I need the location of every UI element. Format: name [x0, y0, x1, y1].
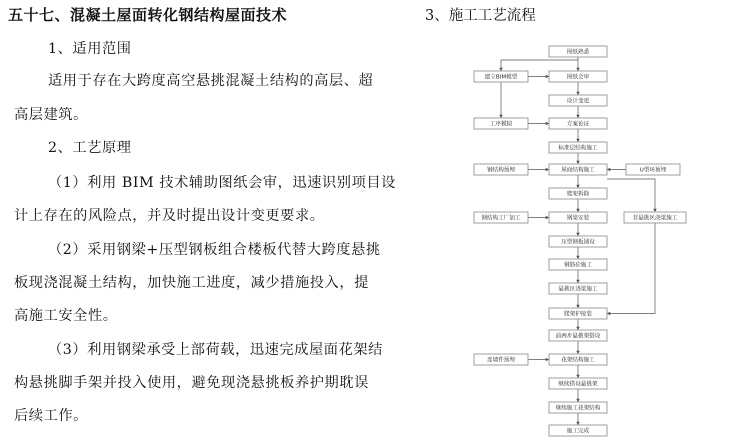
flow-step [549, 95, 607, 106]
flow-title: 3、施工工艺流程 [425, 8, 536, 24]
svg-text:爬架拆除: 爬架拆除 [566, 191, 590, 198]
text-line: 计上存在的风险点，并及时提出设计变更要求。 [14, 208, 325, 224]
flow-step [549, 378, 607, 389]
flow-connector [501, 60, 578, 71]
text-line: 板现浇混凝土结构，加快施工进度，减少措施投入，提 [14, 275, 369, 291]
svg-text:标准层结构施工: 标准层结构施工 [558, 145, 598, 152]
svg-text:花架结构施工: 花架结构施工 [561, 357, 595, 364]
text-line: （1）利用 BIM 技术辅助图纸会审，迅速识别项目设 [48, 175, 396, 191]
flow-side-step [474, 354, 528, 365]
flow-step [549, 71, 607, 82]
flow-step [549, 236, 607, 247]
svg-text:钢梁安装: 钢梁安装 [566, 215, 590, 222]
flow-step [549, 164, 607, 175]
svg-text:图纸会审: 图纸会审 [566, 74, 590, 81]
text-line: 后续工作。 [14, 408, 88, 424]
flow-side-step [624, 212, 686, 223]
text-line: 1、适用范围 [48, 41, 132, 57]
svg-text:方案论证: 方案论证 [566, 121, 590, 128]
svg-text:继续施工花架结构: 继续施工花架结构 [555, 405, 601, 412]
svg-text:悬挑区浇梁施工: 悬挑区浇梁施工 [558, 286, 598, 293]
flow-side-step [474, 118, 528, 129]
text-line: 高层建筑。 [14, 107, 88, 123]
svg-text:图纸熟悉: 图纸熟悉 [566, 49, 590, 56]
flow-step [549, 425, 607, 436]
flow-step [549, 308, 607, 319]
text-line: 适用于存在大跨度高空悬挑混凝土结构的高层、超 [48, 73, 374, 89]
svg-text:施工完成: 施工完成 [566, 428, 590, 435]
flow-step [549, 259, 607, 270]
svg-text:屋面结构施工: 屋面结构施工 [561, 167, 595, 174]
svg-text:钢筋砼施工: 钢筋砼施工 [564, 262, 592, 269]
svg-text:U型环预埋: U型环预埋 [639, 167, 667, 174]
flow-step [549, 142, 607, 153]
svg-text:钢结构预埋: 钢结构预埋 [487, 167, 515, 174]
svg-text:前两步悬挑架搭设: 前两步悬挑架搭设 [555, 333, 601, 340]
flow-side-step [474, 164, 528, 175]
text-line: 高施工安全性。 [14, 308, 118, 324]
text-line: 2、工艺原理 [48, 140, 132, 156]
svg-text:工序模拟: 工序模拟 [489, 121, 513, 128]
svg-text:设计变更: 设计变更 [566, 98, 590, 105]
flow-step [549, 402, 607, 413]
svg-text:爬架护接装: 爬架护接装 [564, 311, 592, 318]
flow-side-step [474, 212, 528, 223]
flow-side-step [626, 164, 680, 175]
flow-step [549, 46, 607, 57]
svg-text:继续搭设悬挑架: 继续搭设悬挑架 [558, 381, 598, 388]
flow-step [549, 188, 607, 199]
text-line: 构悬挑脚手架并投入使用，避免现浇悬挑板养护期耽误 [14, 375, 369, 391]
svg-text:钢结构工厂加工: 钢结构工厂加工 [481, 215, 521, 222]
text-line: （3）利用钢梁承受上部荷载，迅速完成屋面花架结 [48, 342, 383, 358]
flow-step [549, 330, 607, 341]
svg-text:连墙件预埋: 连墙件预埋 [487, 357, 515, 364]
flow-connector [607, 179, 655, 212]
flow-step [549, 118, 607, 129]
flow-side-step [474, 71, 528, 82]
text-line: （2）采用钢梁+压型钢板组合楼板代替大跨度悬挑 [48, 242, 381, 258]
svg-text:压型钢板铺设: 压型钢板铺设 [561, 239, 595, 246]
flow-connector [608, 223, 656, 314]
section-heading: 五十七、混凝土屋面转化钢结构屋面技术 [8, 6, 288, 24]
flow-step [549, 283, 607, 294]
flow-step [549, 354, 607, 365]
svg-text:建立BIM模型: 建立BIM模型 [484, 74, 518, 81]
flow-step [549, 212, 607, 223]
svg-text:非悬挑区浇梁施工: 非悬挑区浇梁施工 [632, 215, 678, 222]
